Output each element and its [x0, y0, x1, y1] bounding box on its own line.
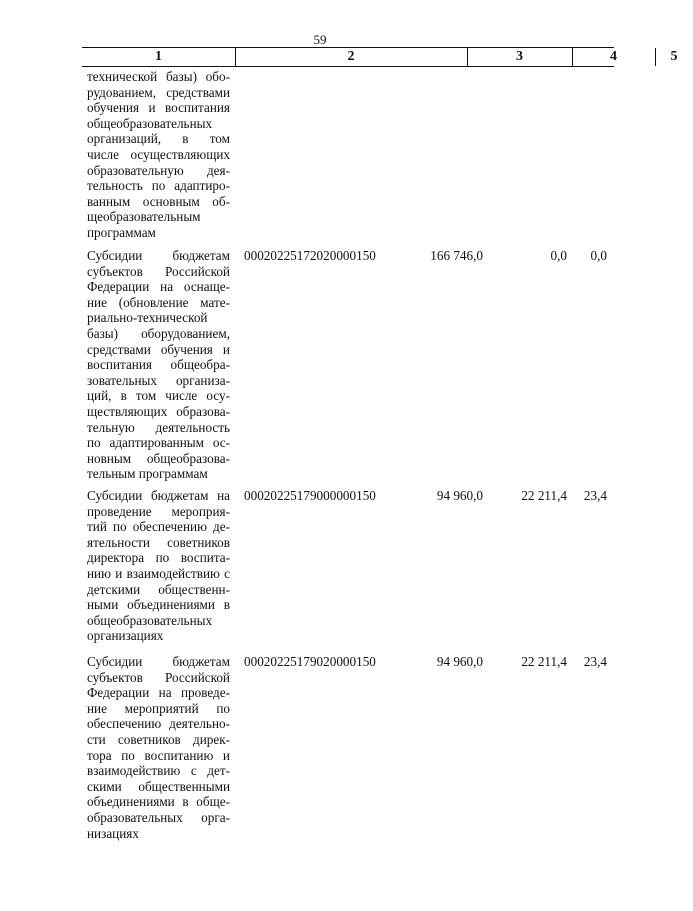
description-line: ние мероприятий по: [87, 700, 230, 716]
row-description: [87, 69, 230, 241]
value-col-4: 0,0: [550, 248, 567, 263]
description-line: общеобразовательных: [87, 612, 213, 628]
description-line: программам: [87, 224, 156, 240]
value-col-5: 23,4: [583, 654, 607, 669]
budget-code: 00020225179000000150: [244, 488, 376, 503]
description-line: тельным программам: [87, 466, 208, 482]
description-line: ятельности советников: [87, 534, 230, 550]
description-line: щеобразовательным: [87, 209, 201, 225]
description-line: Федерации на оснаще-: [87, 279, 230, 295]
description-line: рудованием, средствами: [87, 84, 230, 100]
description-line: ными объединениями в: [87, 597, 230, 613]
description-line: общеобразовательных: [87, 115, 213, 131]
description-line: зовательных организа-: [87, 372, 230, 388]
value-col-3: 166 746,0: [430, 248, 483, 263]
description-line: числе осуществляющих: [87, 146, 230, 162]
table-header: [82, 47, 678, 67]
header-col-2: 2: [347, 49, 355, 64]
description-line: Субсидии бюджетам: [87, 248, 230, 263]
description-line: директора по воспита-: [87, 550, 230, 566]
description-line: взаимодействию с дет-: [87, 763, 230, 779]
page-number: 59: [313, 32, 327, 47]
description-line: базы) оборудованием,: [87, 325, 230, 341]
row-description: [87, 654, 230, 841]
description-line: тий по обеспечению де-: [87, 519, 230, 535]
value-col-4: 22 211,4: [521, 488, 567, 503]
description-line: Субсидии бюджетам на: [87, 488, 230, 503]
description-line: организациях: [87, 628, 164, 644]
description-line: Субсидии бюджетам: [87, 654, 230, 669]
description-line: низациях: [87, 825, 139, 841]
row-description: [87, 488, 230, 644]
row-description: [87, 248, 230, 482]
description-line: субъектов Российской: [87, 263, 230, 279]
description-line: риально-технической: [87, 310, 208, 326]
description-line: новным общеобразова-: [87, 450, 230, 466]
description-line: Федерации на проведе-: [87, 685, 230, 701]
description-line: ние (обновление мате-: [87, 294, 230, 310]
description-line: ванным основным об-: [87, 193, 230, 209]
description-line: субъектов Российской: [87, 669, 230, 685]
description-line: технической базы) обо-: [87, 69, 230, 84]
description-line: по адаптированным ос-: [87, 435, 230, 451]
value-col-5: 23,4: [583, 488, 607, 503]
description-line: обучения и воспитания: [87, 100, 230, 116]
budget-code: 00020225179020000150: [244, 654, 376, 669]
description-line: организаций, в том: [87, 131, 230, 147]
header-col-5: 5: [670, 49, 678, 64]
value-col-3: 94 960,0: [436, 654, 483, 669]
description-line: нию и взаимодействию с: [87, 565, 230, 581]
description-line: тельность по адаптиро-: [87, 178, 230, 194]
description-line: проведение мероприя-: [87, 503, 230, 519]
budget-code: 00020225172020000150: [244, 248, 376, 263]
description-line: ществляющих образова-: [87, 403, 230, 419]
value-col-3: 94 960,0: [436, 488, 483, 503]
header-col-3: 3: [516, 49, 523, 64]
header-col-1: 1: [155, 49, 162, 64]
description-line: детскими общественн-: [87, 581, 230, 597]
description-line: средствами обучения и: [87, 341, 230, 357]
description-line: объединениями в обще-: [87, 794, 230, 810]
value-col-4: 22 211,4: [521, 654, 567, 669]
description-line: тельную деятельность: [87, 419, 230, 435]
description-line: ций, в том числе осу-: [87, 388, 230, 404]
description-line: обеспечению деятельно-: [87, 716, 230, 732]
header-col-4: 4: [610, 49, 617, 64]
value-col-5: 0,0: [590, 248, 607, 263]
description-line: тора по воспитанию и: [87, 747, 230, 763]
description-line: сти советников дирек-: [87, 731, 230, 747]
description-line: образовательную дея-: [87, 162, 230, 178]
description-line: воспитания общеобра-: [87, 357, 230, 373]
description-line: образовательных орга-: [87, 809, 230, 825]
description-line: скими общественными: [87, 778, 230, 794]
